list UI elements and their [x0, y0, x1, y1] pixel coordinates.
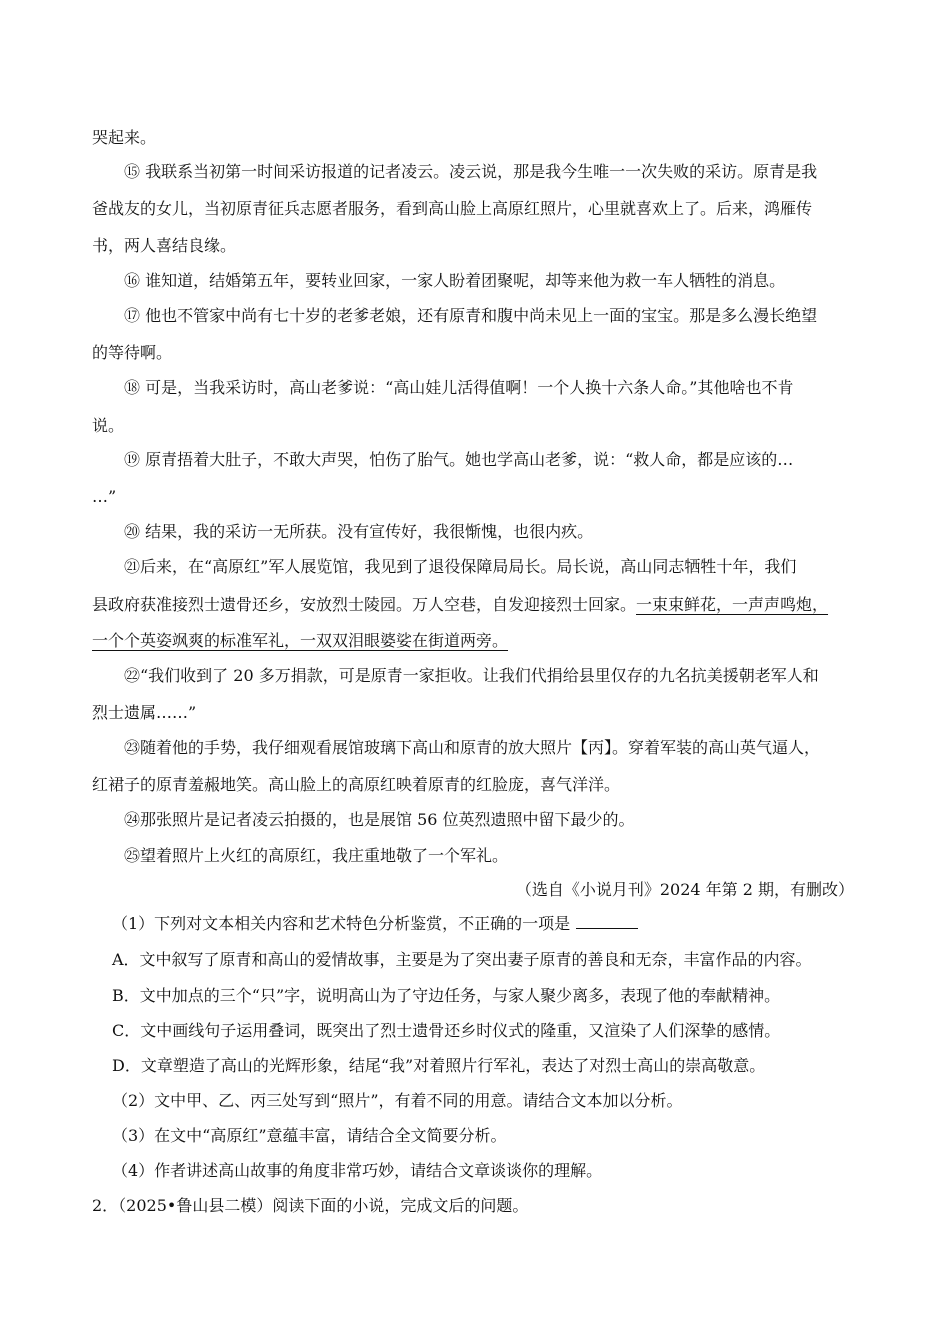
- item-2-heading: 2．（2025•鲁山县二模）阅读下面的小说，完成文后的问题。: [92, 1196, 529, 1215]
- p23-line1: ㉓随着他的手势，我仔细观看展馆玻璃下高山和原青的放大照片【丙】。穿着军装的高山英气逼人，: [124, 738, 821, 757]
- p21-line2: [92, 595, 828, 615]
- option-d: D．文章塑造了高山的光辉形象，结尾“我”对着照片行军礼，表达了对烈士高山的崇高敬意。: [112, 1056, 766, 1075]
- p17-line1: ⑰ 他也不管家中尚有七十岁的老爹老娘，还有原青和腹中尚未见上一面的宝宝。那是多么漫长绝望: [124, 306, 818, 325]
- p22-line1: ㉒“我们收到了 20 多万捐款，可是原青一家拒收。让我们代捐给县里仅存的九名抗美援朝老军人和: [124, 666, 819, 685]
- p19-line1: ⑲ 原青捂着大肚子，不敢大声哭，怕伤了胎气。她也学高山老爹，说：“救人命，都是应该的…: [124, 450, 794, 469]
- p22-line2: 烈士遗属……”: [92, 703, 197, 722]
- p21-underlined-sentence-b: 一个个英姿飒爽的标准军礼，一双双泪眼婆娑在街道两旁。: [92, 631, 509, 650]
- question-1-text: （1）下列对文本相关内容和艺术特色分析鉴赏，不正确的一项是: [112, 914, 571, 933]
- question-1: [112, 914, 638, 934]
- option-b: B．文中加点的三个“只”字，说明高山为了守边任务，与家人聚少离多，表现了他的奉献精神。: [112, 986, 781, 1005]
- p21-line3: [92, 631, 508, 651]
- option-c: C．文中画线句子运用叠词，既突出了烈士遗骨还乡时仪式的隆重，又渲染了人们深挚的感情。: [112, 1021, 781, 1040]
- p21-underlined-sentence-a: 一束束鲜花，一声声鸣炮，: [636, 595, 829, 614]
- p14-end: 哭起来。: [92, 128, 157, 147]
- answer-blank: [576, 914, 638, 929]
- p21-line1: ㉑后来，在“高原红”军人展览馆，我见到了退役保障局局长。局长说，高山同志牺牲十年，我们: [124, 557, 797, 576]
- source-citation: （选自《小说月刊》2024 年第 2 期，有删改）: [515, 880, 854, 899]
- p19-line2: …”: [92, 487, 117, 506]
- p15-line2: 爸战友的女儿，当初原青征兵志愿者服务，看到高山脸上高原红照片，心里就喜欢上了。后来，鸿雁传: [92, 199, 813, 218]
- p25: ㉕望着照片上火红的高原红，我庄重地敬了一个军礼。: [124, 846, 509, 865]
- p16: ⑯ 谁知道，结婚第五年，要转业回家，一家人盼着团聚呢，却等来他为救一车人牺牲的消息。: [124, 271, 786, 290]
- p15-line1: ⑮ 我联系当初第一时间采访报道的记者凌云。凌云说，那是我今生唯一一次失败的采访。原青是我: [124, 162, 818, 181]
- option-a: A．文中叙写了原青和高山的爱情故事，主要是为了突出妻子原青的善良和无奈，丰富作品的内容。: [112, 950, 812, 969]
- p18-line1: ⑱ 可是，当我采访时，高山老爹说：“高山娃儿活得值啊！一个人换十六条人命。”其他啥也不肯: [124, 378, 794, 397]
- p24: ㉔那张照片是记者凌云拍摄的，也是展馆 56 位英烈遗照中留下最少的。: [124, 810, 635, 829]
- p21-line2-plain: 县政府获准接烈士遗骨还乡，安放烈士陵园。万人空巷，自发迎接烈士回家。: [92, 595, 637, 614]
- question-4: （4）作者讲述高山故事的角度非常巧妙，请结合文章谈谈你的理解。: [112, 1161, 603, 1180]
- question-2: （2）文中甲、乙、丙三处写到“照片”，有着不同的用意。请结合文本加以分析。: [112, 1091, 683, 1110]
- p18-line2: 说。: [92, 416, 125, 435]
- p17-line2: 的等待啊。: [92, 343, 173, 362]
- p23-line2: 红裙子的原青羞赧地笑。高山脸上的高原红映着原青的红脸庞，喜气洋洋。: [92, 775, 621, 794]
- p15-line3: 书，两人喜结良缘。: [92, 236, 237, 255]
- question-3: （3）在文中“高原红”意蕴丰富，请结合全文简要分析。: [112, 1126, 507, 1145]
- p20: ⑳ 结果，我的采访一无所获。没有宣传好，我很惭愧，也很内疚。: [124, 522, 594, 541]
